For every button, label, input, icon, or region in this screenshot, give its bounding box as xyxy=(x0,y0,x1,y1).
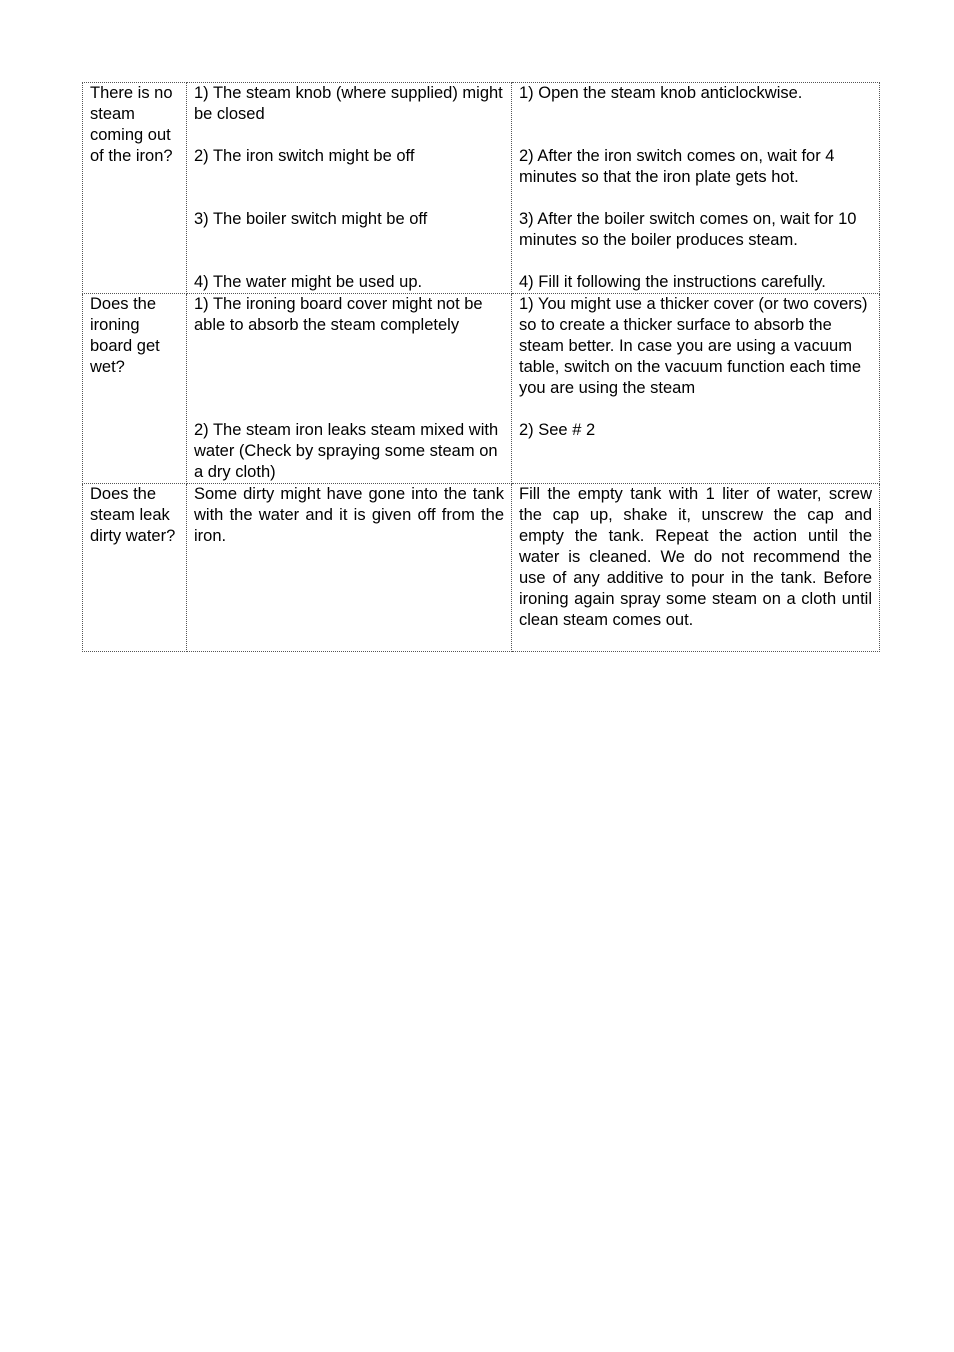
table-row xyxy=(83,83,880,294)
solution-text: 2) After the iron switch comes on, wait for 4 minutes so that the iron plate gets hot. xyxy=(519,147,835,186)
cause-text: 1) The steam knob (where supplied) might be closed xyxy=(194,84,503,123)
solution-text: Fill the empty tank with 1 liter of water, screw the cap up, shake it, unscrew the cap and empty the tank. Repeat the action until the water is cleaned. We do not recommend the use of any additive to pour in the tank. Before ironing again spray some steam on a cloth until clean steam comes out. xyxy=(519,485,872,629)
cause-cell xyxy=(187,294,512,484)
problem-text: Does the ironing board get wet? xyxy=(90,295,160,376)
problem-cell xyxy=(83,294,187,484)
table-row xyxy=(83,484,880,652)
problem-cell xyxy=(83,83,187,294)
table-row xyxy=(83,294,880,484)
solution-text: 4) Fill it following the instructions carefully. xyxy=(519,273,826,291)
solution-text: 1) You might use a thicker cover (or two covers) so to create a thicker surface to absorb the steam better. In case you are using a vacuum table, switch on the vacuum function each time you are using the steam xyxy=(519,295,868,397)
cause-text: 1) The ironing board cover might not be able to absorb the steam completely xyxy=(194,295,483,334)
solution-cell xyxy=(512,83,880,294)
solution-text: 2) See # 2 xyxy=(519,421,596,439)
cause-text: 2) The steam iron leaks steam mixed with water (Check by spraying some steam on a dry cloth) xyxy=(194,421,499,481)
solution-cell xyxy=(512,294,880,484)
cause-cell xyxy=(187,83,512,294)
cause-text: 3) The boiler switch might be off xyxy=(194,210,428,228)
solution-text: 1) Open the steam knob anticlockwise. xyxy=(519,84,803,102)
solution-text: 3) After the boiler switch comes on, wait for 10 minutes so the boiler produces steam. xyxy=(519,210,857,249)
problem-text: There is no steam coming out of the iron? xyxy=(90,84,173,165)
cause-text: 4) The water might be used up. xyxy=(194,273,423,291)
cause-cell xyxy=(187,484,512,652)
solution-cell xyxy=(512,484,880,652)
troubleshooting-table xyxy=(82,82,880,652)
cause-text: Some dirty might have gone into the tank with the water and it is given off from the iron. xyxy=(194,485,504,545)
problem-cell xyxy=(83,484,187,652)
problem-text: Does the steam leak dirty water? xyxy=(90,485,176,545)
cause-text: 2) The iron switch might be off xyxy=(194,147,415,165)
